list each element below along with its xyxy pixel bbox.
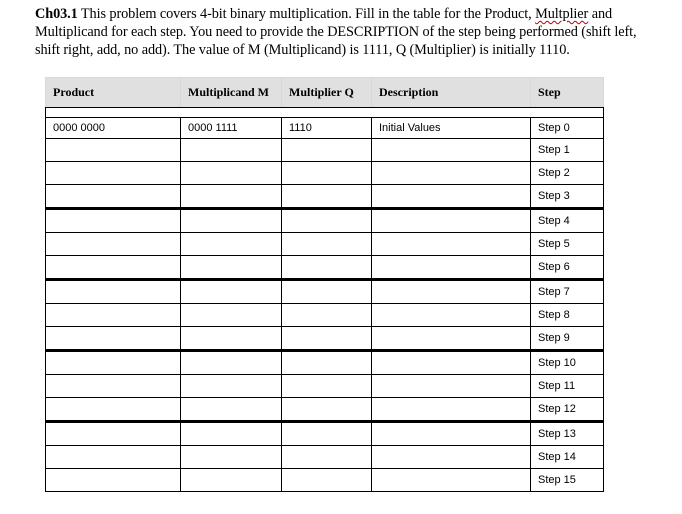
cell-step: Step 13 — [531, 422, 604, 446]
table-row — [46, 446, 604, 469]
cell-multiplier[interactable]: 1110 — [282, 118, 372, 139]
cell-step: Step 10 — [531, 351, 604, 375]
problem-statement — [35, 5, 645, 59]
cell-multiplier[interactable] — [282, 327, 372, 351]
table-row — [46, 351, 604, 375]
cell-step: Step 5 — [531, 233, 604, 256]
cell-multiplicand[interactable] — [181, 304, 282, 327]
cell-product[interactable] — [46, 280, 181, 304]
cell-multiplier[interactable] — [282, 209, 372, 233]
cell-product[interactable] — [46, 185, 181, 209]
header-multiplicand: Multiplicand M — [181, 78, 282, 108]
cell-description[interactable] — [372, 351, 531, 375]
table-row-initial — [46, 118, 604, 139]
cell-step: Step 8 — [531, 304, 604, 327]
cell-multiplicand[interactable] — [181, 446, 282, 469]
cell-description[interactable] — [372, 446, 531, 469]
problem-text-part1: This problem covers 4-bit binary multiplication. Fill in the table for the Product, — [77, 6, 536, 22]
cell-step: Step 11 — [531, 375, 604, 398]
cell-product[interactable] — [46, 304, 181, 327]
cell-multiplicand[interactable] — [181, 469, 282, 492]
cell-description[interactable] — [372, 139, 531, 162]
cell-step: Step 7 — [531, 280, 604, 304]
cell-multiplier[interactable] — [282, 280, 372, 304]
table-row — [46, 398, 604, 422]
cell-description[interactable] — [372, 422, 531, 446]
multiplication-table — [45, 77, 604, 492]
cell-step: Step 0 — [531, 118, 604, 139]
cell-product[interactable] — [46, 327, 181, 351]
header-gap — [46, 108, 604, 118]
cell-description[interactable] — [372, 209, 531, 233]
cell-multiplicand[interactable] — [181, 185, 282, 209]
table-row — [46, 422, 604, 446]
cell-multiplicand[interactable] — [181, 280, 282, 304]
table-row — [46, 280, 604, 304]
cell-multiplicand[interactable] — [181, 139, 282, 162]
table-row — [46, 162, 604, 185]
cell-step: Step 12 — [531, 398, 604, 422]
cell-description[interactable] — [372, 185, 531, 209]
cell-step: Step 1 — [531, 139, 604, 162]
cell-multiplier[interactable] — [282, 256, 372, 280]
table-row — [46, 469, 604, 492]
cell-product[interactable] — [46, 256, 181, 280]
cell-product[interactable] — [46, 469, 181, 492]
table-row — [46, 327, 604, 351]
cell-multiplicand[interactable] — [181, 422, 282, 446]
misspelled-word: Multplier — [535, 6, 589, 22]
header-multiplier: Multiplier Q — [282, 78, 372, 108]
header-description: Description — [372, 78, 531, 108]
cell-multiplier[interactable] — [282, 351, 372, 375]
table-row — [46, 375, 604, 398]
cell-multiplicand[interactable]: 0000 1111 — [181, 118, 282, 139]
cell-step: Step 9 — [531, 327, 604, 351]
cell-description[interactable] — [372, 280, 531, 304]
cell-multiplicand[interactable] — [181, 327, 282, 351]
cell-multiplier[interactable] — [282, 233, 372, 256]
cell-description[interactable] — [372, 398, 531, 422]
table-row — [46, 209, 604, 233]
cell-multiplier[interactable] — [282, 139, 372, 162]
table-row — [46, 233, 604, 256]
cell-product[interactable] — [46, 375, 181, 398]
cell-description[interactable] — [372, 233, 531, 256]
cell-multiplicand[interactable] — [181, 209, 282, 233]
table-row — [46, 256, 604, 280]
cell-product[interactable] — [46, 398, 181, 422]
cell-description[interactable]: Initial Values — [372, 118, 531, 139]
cell-multiplicand[interactable] — [181, 351, 282, 375]
cell-multiplicand[interactable] — [181, 398, 282, 422]
cell-product[interactable] — [46, 209, 181, 233]
cell-product[interactable] — [46, 162, 181, 185]
cell-step: Step 4 — [531, 209, 604, 233]
cell-step: Step 6 — [531, 256, 604, 280]
cell-multiplicand[interactable] — [181, 375, 282, 398]
cell-multiplicand[interactable] — [181, 233, 282, 256]
header-step: Step — [531, 78, 604, 108]
cell-multiplier[interactable] — [282, 469, 372, 492]
cell-product[interactable]: 0000 0000 — [46, 118, 181, 139]
cell-description[interactable] — [372, 375, 531, 398]
cell-multiplicand[interactable] — [181, 162, 282, 185]
cell-description[interactable] — [372, 469, 531, 492]
cell-product[interactable] — [46, 139, 181, 162]
cell-multiplier[interactable] — [282, 375, 372, 398]
cell-multiplier[interactable] — [282, 304, 372, 327]
cell-multiplier[interactable] — [282, 422, 372, 446]
cell-description[interactable] — [372, 162, 531, 185]
cell-step: Step 3 — [531, 185, 604, 209]
table-row — [46, 304, 604, 327]
cell-multiplier[interactable] — [282, 398, 372, 422]
cell-multiplier[interactable] — [282, 162, 372, 185]
cell-product[interactable] — [46, 422, 181, 446]
cell-description[interactable] — [372, 256, 531, 280]
cell-multiplier[interactable] — [282, 446, 372, 469]
header-gap-cell — [46, 108, 604, 118]
header-product: Product — [46, 78, 181, 108]
table-row — [46, 185, 604, 209]
problem-label: Ch03.1 — [35, 6, 78, 22]
cell-multiplier[interactable] — [282, 185, 372, 209]
table-header-row — [46, 78, 604, 108]
cell-description[interactable] — [372, 304, 531, 327]
cell-step: Step 2 — [531, 162, 604, 185]
cell-product[interactable] — [46, 446, 181, 469]
table-row — [46, 139, 604, 162]
problem-text-part2: and Multiplicand for each step. You need to provide the DESCRIPTION of the step being performed (shift left, shift right, add, no add). The value of M (Multiplicand) is 1111, Q (Multiplier) is initially 1110. — [35, 6, 637, 58]
cell-product[interactable] — [46, 233, 181, 256]
cell-step: Step 14 — [531, 446, 604, 469]
cell-step: Step 15 — [531, 469, 604, 492]
cell-product[interactable] — [46, 351, 181, 375]
cell-multiplicand[interactable] — [181, 256, 282, 280]
cell-description[interactable] — [372, 327, 531, 351]
